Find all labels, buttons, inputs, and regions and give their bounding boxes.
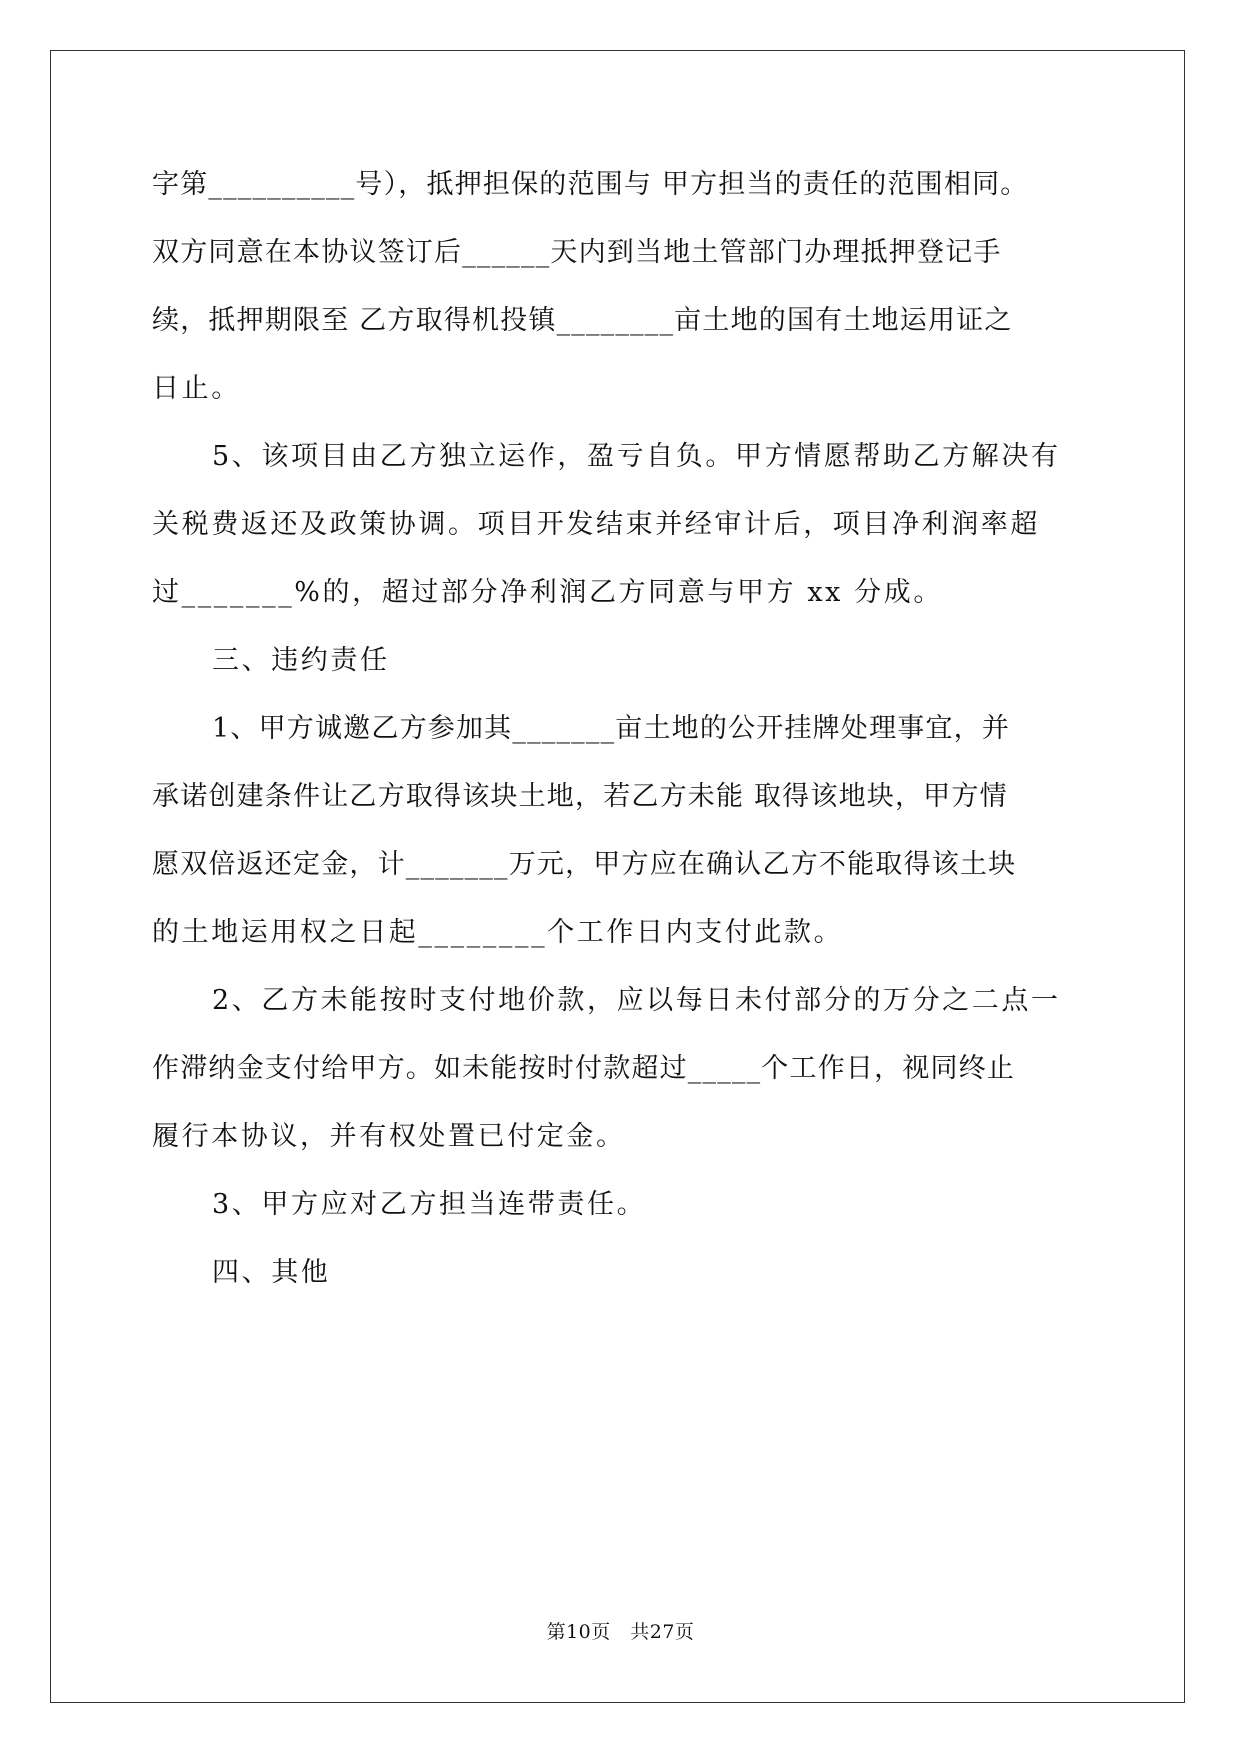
section-heading: 四、其他 — [212, 1257, 331, 1288]
text-line: 字第__________号），抵押担保的范围与 甲方担当的责任的范围相同。 — [152, 169, 1029, 200]
text-line: 续，抵押期限至 乙方取得机投镇________亩土地的国有土地运用证之 — [152, 305, 1013, 336]
text-line: 履行本协议，并有权处置已付定金。 — [152, 1121, 626, 1152]
page-number-footer: 第10页 共27页 — [546, 1621, 695, 1643]
paragraph-start-line: 2、乙方未能按时支付地价款，应以每日未付部分的万分之二点一 — [212, 985, 1061, 1016]
text-line: 双方同意在本协议签订后______天内到当地土管部门办理抵押登记手 — [152, 237, 1002, 268]
text-line: 关税费返还及政策协调。项目开发结束并经审计后，项目净利润率超 — [152, 509, 1040, 540]
paragraph-start-line: 5、该项目由乙方独立运作，盈亏自负。甲方情愿帮助乙方解决有 — [212, 441, 1061, 472]
text-line: 过_______%的，超过部分净利润乙方同意与甲方 xx 分成。 — [152, 577, 943, 608]
text-line: 的土地运用权之日起________个工作日内支付此款。 — [152, 917, 844, 948]
section-heading: 三、违约责任 — [212, 645, 390, 676]
text-line: 作滞纳金支付给甲方。如未能按时付款超过_____个工作日，视同终止 — [152, 1053, 1016, 1084]
text-line: 愿双倍返还定金，计_______万元，甲方应在确认乙方不能取得该土块 — [152, 849, 1017, 880]
paragraph-start-line: 1、甲方诚邀乙方参加其_______亩土地的公开挂牌处理事宜，并 — [212, 713, 1011, 744]
paragraph-start-line: 3、甲方应对乙方担当连带责任。 — [212, 1189, 647, 1220]
text-line: 承诺创建条件让乙方取得该块土地，若乙方未能 取得该地块，甲方情 — [152, 781, 1008, 812]
text-line: 日止。 — [152, 373, 241, 404]
